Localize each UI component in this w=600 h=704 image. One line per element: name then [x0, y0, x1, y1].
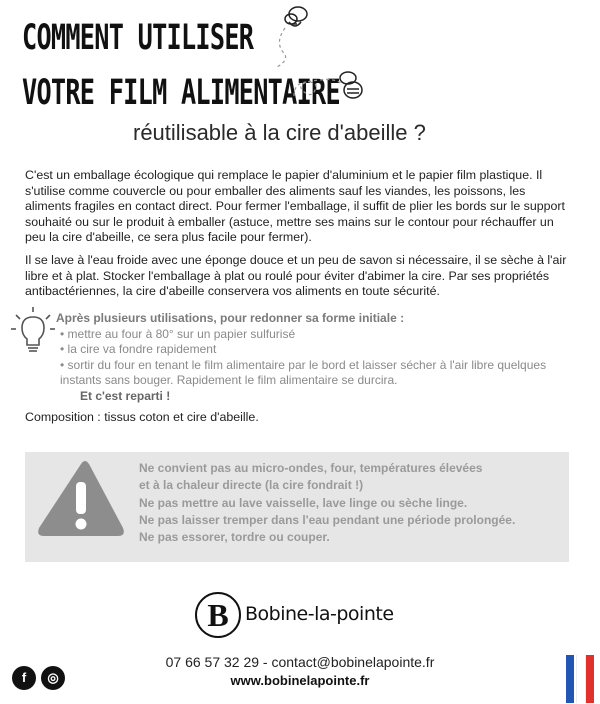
website-link[interactable]: www.bobinelapointe.fr — [230, 673, 370, 688]
warning-line: Ne pas mettre au lave vaisselle, lave linge ou sèche linge. — [139, 495, 468, 510]
brand-logo: B — [195, 592, 241, 638]
flag-blue-stripe — [566, 655, 574, 703]
facebook-icon[interactable]: f — [12, 666, 36, 690]
paragraph-care: Il se lave à l'eau froide avec une éponge douce et un peu de savon si nécessaire, il se sèche à l'air libre et à plat. Stocker l'emballage à plat ou roulé pour éviter d'abimer la cire. Par ses propriétés antibactériennes, la cire d'abeille conservera vos aliments en toute sécurité. — [25, 253, 567, 298]
warning-line: Ne convient pas au micro-ondes, four, températures élevées — [139, 461, 483, 475]
contact-line[interactable]: 07 66 57 32 29 - contact@bobinelapointe.fr — [165, 654, 435, 670]
tip-item: • mettre au four à 80° sur un papier sulfurisé — [60, 326, 296, 341]
lightbulb-icon — [10, 305, 56, 359]
tips-heading: Après plusieurs utilisations, pour redonner sa forme initiale : — [56, 311, 405, 325]
title-line-1: COMMENT UTILISER — [22, 18, 254, 58]
title-line-2: VOTRE FILM ALIMENTAIRE — [22, 73, 340, 113]
brand-name: Bobine-la-pointe — [245, 603, 394, 625]
instagram-icon[interactable]: ◎ — [41, 666, 65, 690]
flag-red-stripe — [586, 655, 594, 703]
warning-line: Ne pas essorer, tordre ou couper. — [139, 530, 330, 545]
flag-white-stripe — [576, 655, 586, 703]
subtitle: réutilisable à la cire d'abeille ? — [133, 120, 426, 145]
warning-text — [139, 460, 569, 546]
warning-triangle-icon — [35, 458, 127, 542]
composition-text: Composition : tissus coton et cire d'abeille. — [25, 410, 259, 424]
warning-line: et à la chaleur directe (la cire fondrait !) — [139, 478, 364, 493]
bee-illustration-right — [290, 62, 370, 112]
warning-line: Ne pas laisser tremper dans l'eau pendant une période prolongée. — [139, 512, 516, 527]
tips-block — [56, 311, 576, 404]
tip-item: • sortir du four en tenant le film alimentaire par le bord et laisser sécher à l'air libre quelques instants sans bouger. Rapidement le film alimentaire se durcira. — [60, 357, 547, 387]
tip-item: • la cire va fondre rapidement — [60, 342, 217, 356]
tips-closing: Et c'est reparti ! — [80, 388, 171, 403]
paragraph-usage: C'est un emballage écologique qui remplace le papier d'aluminium et le papier film plastique. Il s'utilise comme couvercle ou pour emballer des aliments sauf les viandes, les poissons, les aliments fragiles en contact direct. Pour fermer l'emballage, il suffit de plier les bords sur le support souhaité ou sur le produit à emballer (astuce, mettre ses mains sur le contour pour réchauffer un peu la cire d'abeille, ce sera plus facile pour fermer). — [25, 168, 566, 244]
